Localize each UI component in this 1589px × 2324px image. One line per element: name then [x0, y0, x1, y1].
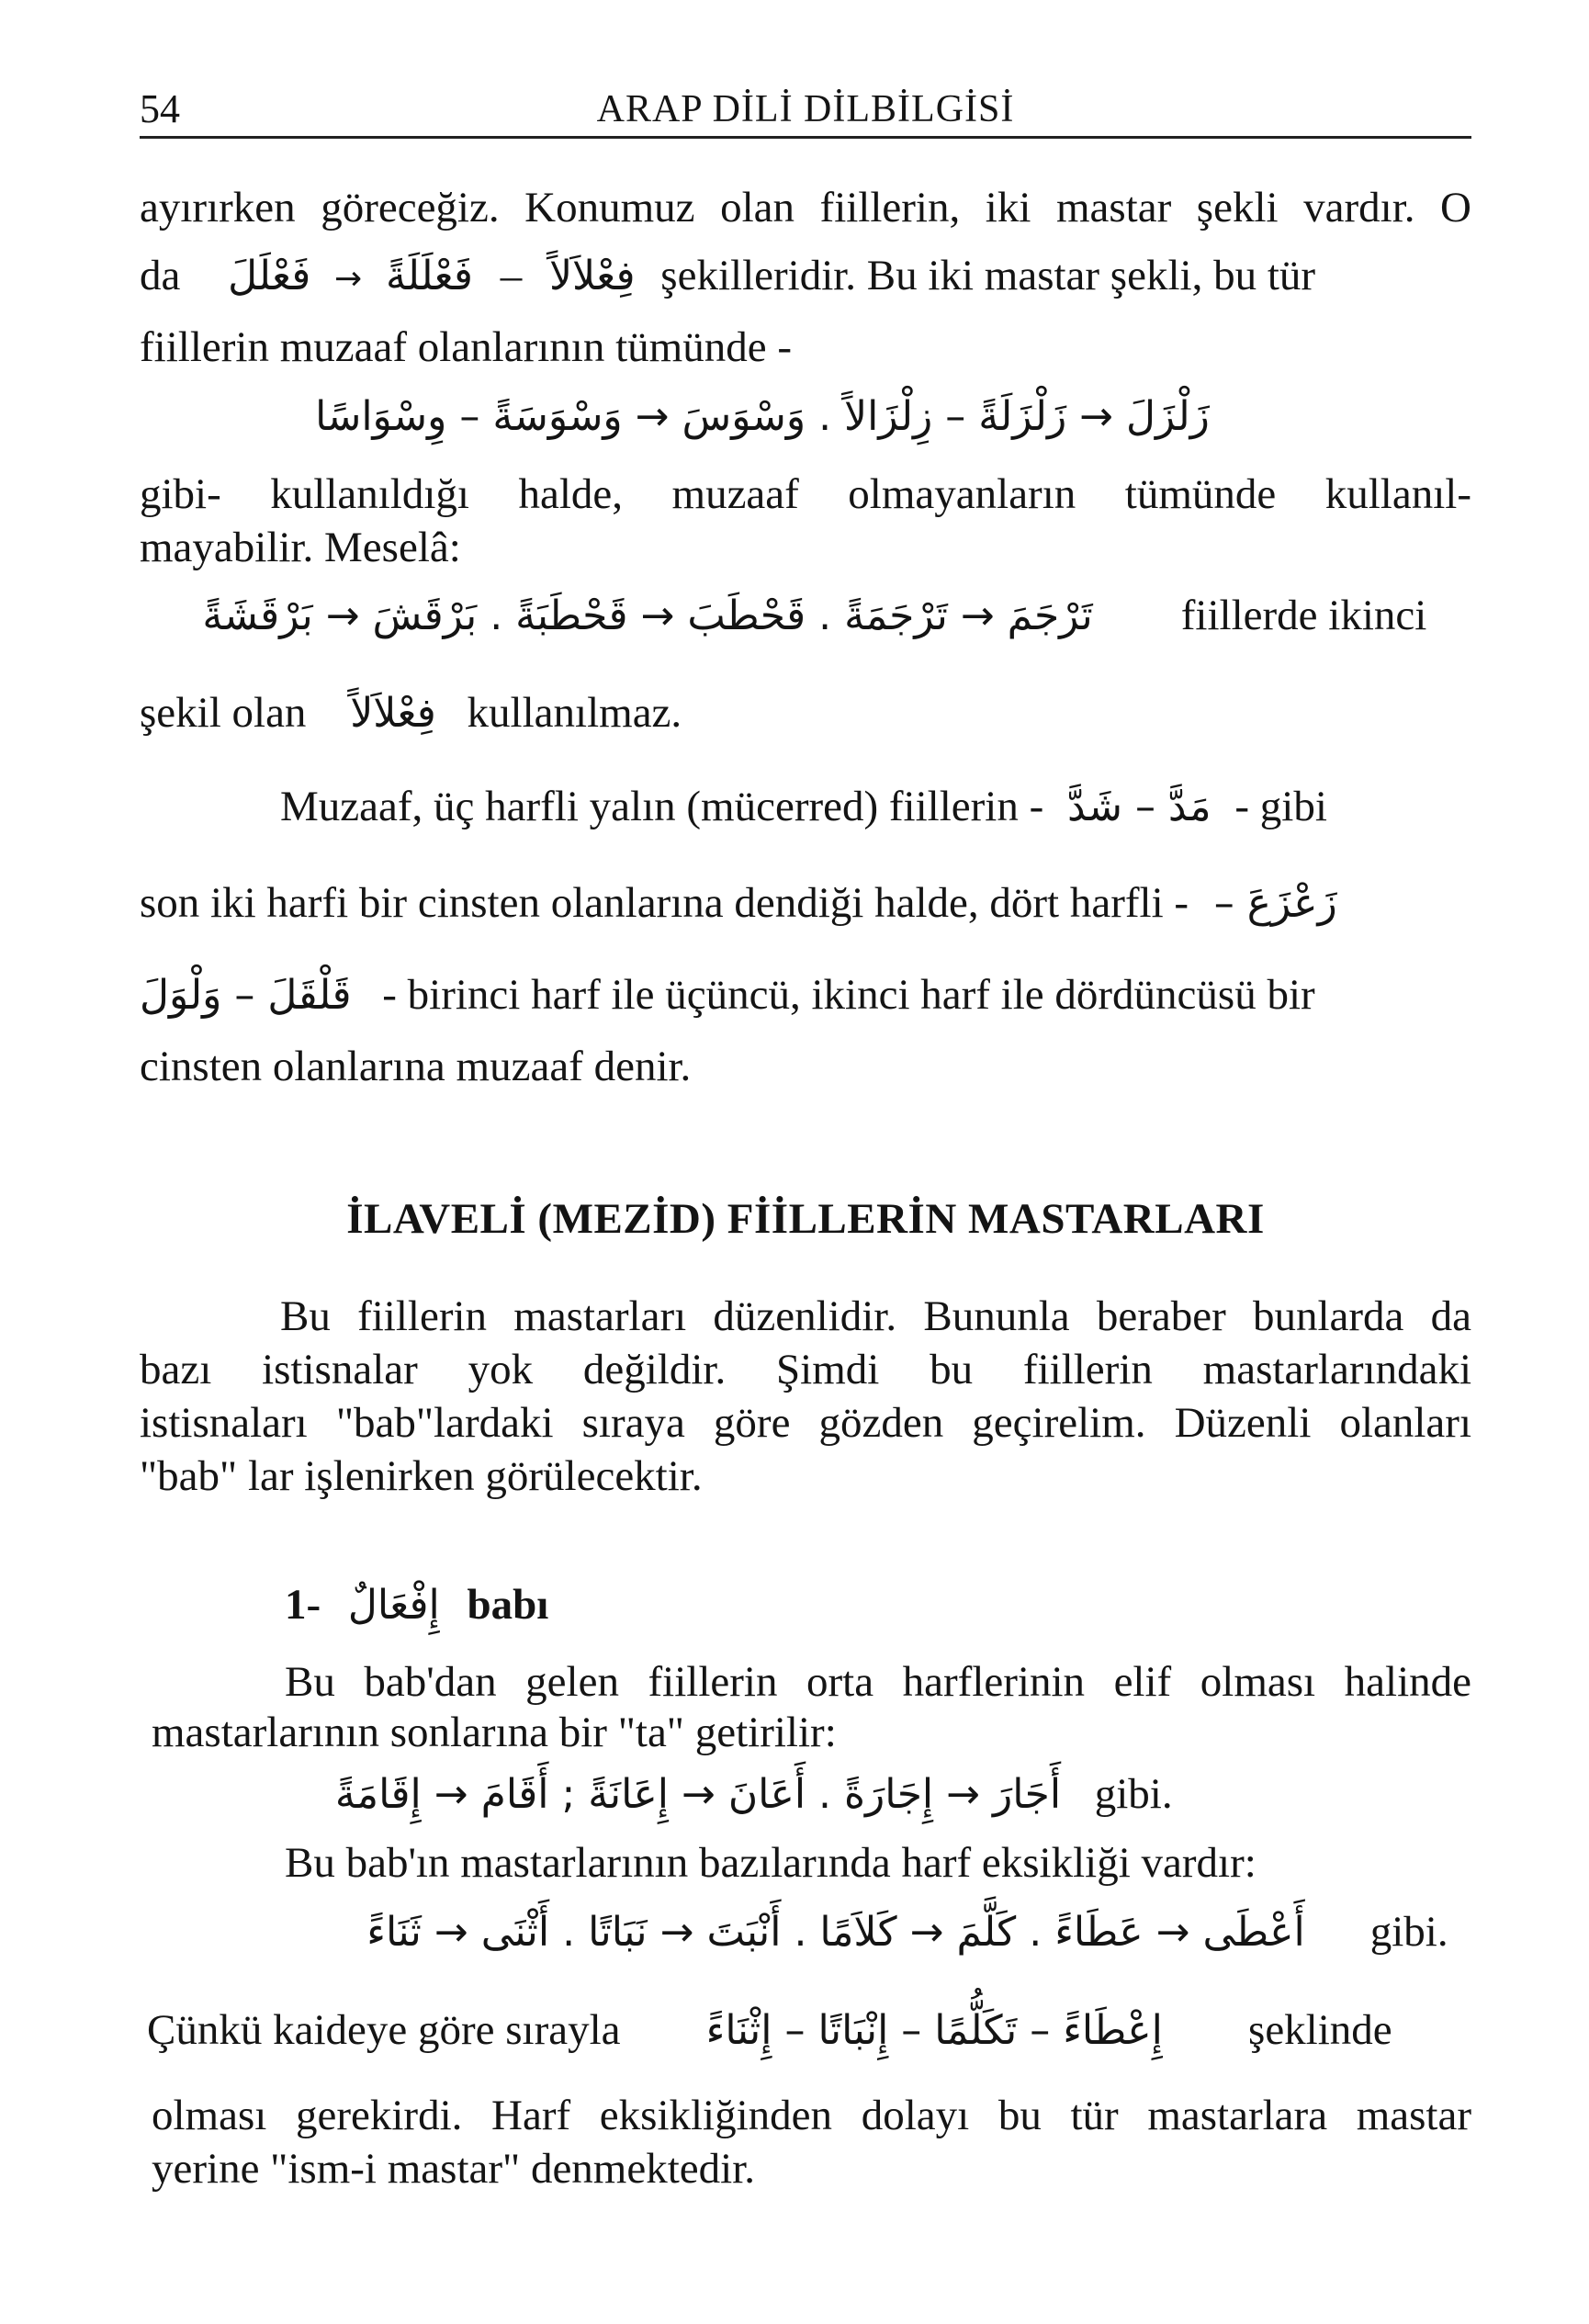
bab1-line5: olması gerekirdi. Harf eksikliğinden dolayı bu tür mastarlara mastar — [152, 2092, 1471, 2139]
para1-line3: fiillerin muzaaf olanlarının tümünde - — [140, 323, 792, 371]
section-para-line1: Bu fiillerin mastarları düzenlidir. Bununla beraber bunlarda da — [280, 1292, 1471, 1340]
running-title: ARAP DİLİ DİLBİLGİSİ — [596, 88, 1015, 130]
para1-line2-prefix: da — [140, 252, 181, 299]
para2-line2 — [140, 877, 1471, 929]
arabic-example: أَجَارَ → إِجَارَةً . أَعَانَ → إِعَانَةً ; أَقَامَ → إِقَامَةً — [334, 1771, 1062, 1818]
para2-line3-suffix: - birinci harf ile üçüncü, ikinci harf ile dördüncüsü bir — [382, 971, 1315, 1019]
para1-line2-suffix: şekilleridir. Bu iki mastar şekli, bu tür — [660, 252, 1316, 299]
section-para-line3: istisnaları "bab"lardaki sıraya göre gözden geçirelim. Düzenli olanları — [140, 1399, 1471, 1447]
para1-line5: gibi- kullanıldığı halde, muzaaf olmayanların tümünde kullanıl- — [140, 470, 1471, 518]
para2-line1-suffix: - gibi — [1234, 783, 1327, 830]
header-rule — [140, 136, 1471, 139]
bab-heading — [285, 1580, 548, 1630]
para1-line7-suffix: fiillerde ikinci — [1180, 592, 1427, 639]
section-heading: İLAVELİ (MEZİD) FİİLLERİN MASTARLARI — [346, 1195, 1265, 1243]
para2-line4: cinsten olanlarına muzaaf denir. — [140, 1043, 692, 1090]
arabic-text: قَلْقَلَ – وَلْوَلَ — [140, 972, 352, 1019]
arabic-text: إِعْطَاءً – تَكَلُّمًا – إِنْبَاتًا – إِثْنَاءً — [705, 2007, 1163, 2054]
para2-line1-prefix: Muzaaf, üç harfli yalın (mücerred) fiillerin - — [280, 783, 1044, 830]
bab1-example1-suffix: gibi. — [1094, 1770, 1173, 1818]
bab1-example1 — [312, 1768, 1231, 1820]
bab1-line1: Bu bab'dan gelen fiillerin orta harflerinin elif olması halinde — [285, 1658, 1471, 1706]
arabic-text: فِعْلاَلاً — [350, 690, 436, 737]
bab-number: 1- — [285, 1581, 321, 1629]
arabic-example: زَلْزَلَ → زَلْزَلَةً – زِلْزَالاً . وَسْوَسَ → وَسْوَسَةً – وِسْوَاسًا — [315, 393, 1210, 440]
bab1-line2: mastarlarının sonlarına bir "ta" getirilir: — [152, 1709, 837, 1756]
para1-line6: mayabilir. Meselâ: — [140, 524, 461, 571]
para1-line4 — [276, 390, 1249, 442]
bab1-line4 — [147, 2004, 1471, 2056]
para1-line8-suffix: kullanılmaz. — [467, 689, 682, 737]
arabic-text: إِفْعَالٌ — [347, 1582, 440, 1629]
arabic-example: تَرْجَمَ → تَرْجَمَةً . قَحْطَبَ → قَحْطَبَةً . بَرْقَشَ → بَرْقَشَةً — [202, 592, 1093, 639]
para1-line1: ayırırken göreceğiz. Konumuz olan fiillerin, iki mastar şekli vardır. O — [140, 184, 1471, 231]
section-para-line2: bazı istisnalar yok değildir. Şimdi bu fiillerin mastarlarındaki — [140, 1346, 1471, 1393]
para1-line8 — [140, 687, 682, 739]
bab1-line6: yerine "ism-i mastar" denmektedir. — [152, 2145, 756, 2193]
bab1-line4-suffix: şeklinde — [1248, 2006, 1392, 2054]
arabic-text: فَعْلَلَةً — [385, 253, 473, 299]
bab1-example2-suffix: gibi. — [1369, 1908, 1448, 1956]
bab1-line3: Bu bab'ın mastarlarının bazılarında harf eksikliği vardır: — [285, 1839, 1257, 1887]
page-header — [140, 81, 1471, 138]
arabic-text: مَدَّ – شَدَّ — [1067, 784, 1211, 830]
para1-line2 — [140, 250, 1471, 301]
arabic-text: فِعْلاَلاً — [548, 253, 636, 299]
arabic-example: أَعْطَى → عَطَاءً . كَلَّمَ → كَلاَمًا . أَنْبَتَ → نَبَاتًا . أَثْنَى → ثَنَاءً — [366, 1909, 1305, 1956]
arabic-text: زَعْزَعَ – — [1213, 880, 1337, 927]
para2-line2-prefix: son iki harfi bir cinsten olanlarına dendiği halde, dört harfli - — [140, 879, 1189, 927]
para2-line3 — [140, 969, 1471, 1021]
section-para-line4: "bab" lar işlenirken görülecektir. — [140, 1452, 703, 1500]
page-number: 54 — [140, 86, 180, 131]
para1-line8-prefix: şekil olan — [140, 689, 307, 737]
para1-line7 — [147, 590, 1471, 641]
bab-word: babı — [467, 1581, 549, 1629]
bab1-example2 — [312, 1906, 1471, 1957]
bab1-line4-prefix: Çünkü kaideye göre sırayla — [147, 2006, 621, 2054]
arrow-icon: → — [334, 260, 363, 298]
arabic-text: فَعْلَلَ — [228, 253, 311, 299]
para2-line1 — [280, 781, 1471, 832]
dash: – — [500, 252, 523, 299]
